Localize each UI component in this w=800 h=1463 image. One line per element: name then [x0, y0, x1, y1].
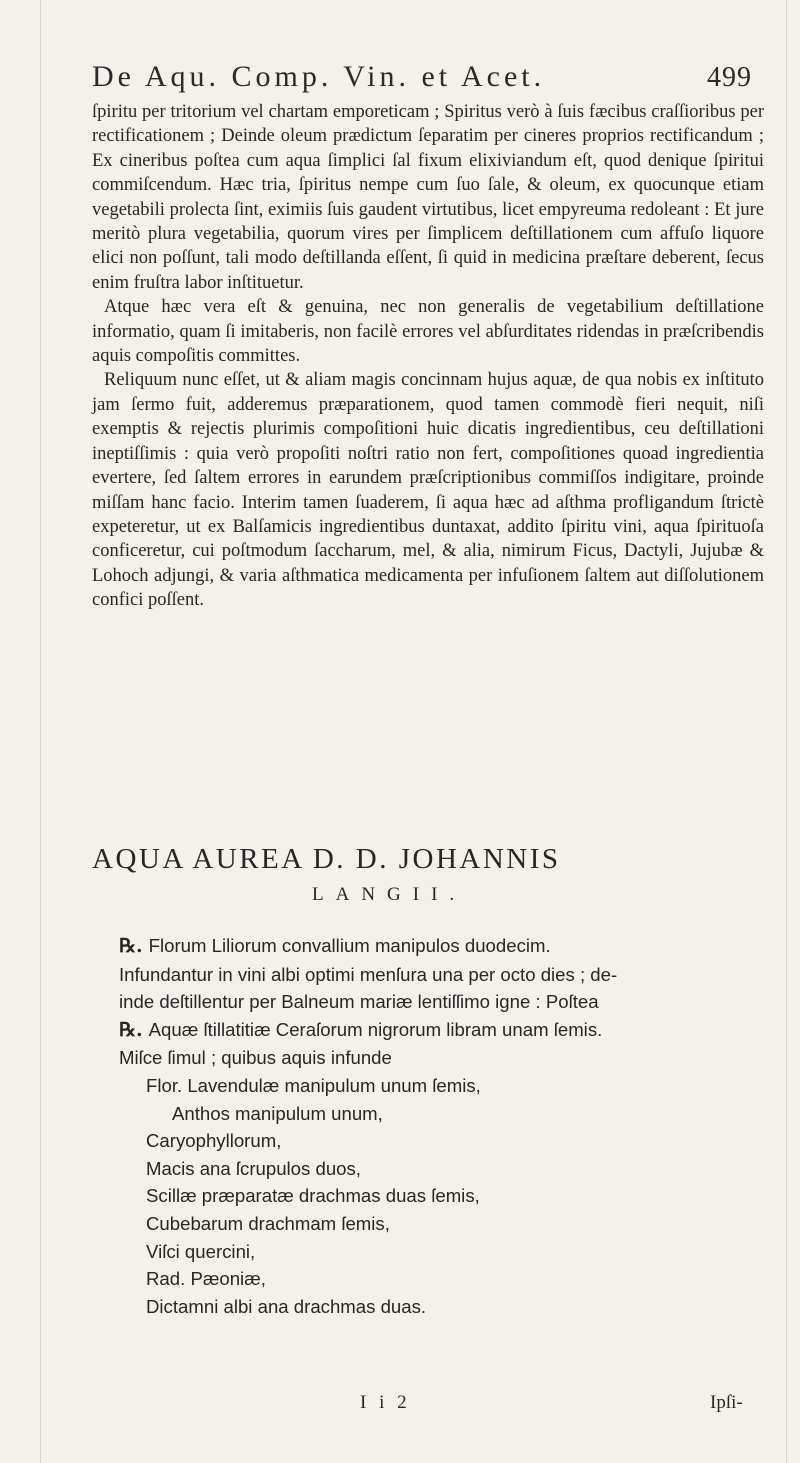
- signature-mark: I i 2: [360, 1392, 411, 1413]
- ingredient-line: Macis ana ſcrupulos duos,: [146, 1157, 361, 1179]
- section-title: AQUA AUREA D. D. JOHANNIS: [92, 843, 561, 875]
- recipe-line: Miſce ſimul ; quibus aquis infunde: [119, 1047, 392, 1069]
- recipe-line: ℞. Florum Liliorum convallium manipulos duodecim.: [119, 935, 551, 957]
- ingredient-line: Flor. Lavendulæ manipulum unum ſemis,: [146, 1074, 481, 1096]
- ingredient-line: Dictamni albi ana drachmas duas.: [146, 1295, 427, 1317]
- recipe-line: ℞. Aquæ ſtillatitiæ Ceraſorum nigrorum libram unam ſemis.: [119, 1018, 603, 1041]
- page-edge-left: [40, 0, 41, 1463]
- running-title: De Aqu. Comp. Vin. et Acet.: [92, 60, 546, 93]
- ingredient-line: Caryophyllorum,: [146, 1130, 282, 1152]
- catchword: Ipſi-: [710, 1392, 743, 1413]
- ingredient-line: Cubebarum drachmam ſemis,: [146, 1212, 390, 1234]
- recipe-symbol: ℞.: [119, 935, 143, 957]
- body-text: [92, 100, 764, 613]
- recipe-line: Infundantur in vini albi optimi menſura una per octo dies ; de-: [119, 963, 618, 985]
- paragraph-3: Reliquum nunc eſſet, ut & aliam magis concinnam hujus aquæ, de qua nobis ex inſtituto jam ſermo fuit, adderemus præparationem, quod tamen commodè fieri nequit, niſi exemptis & rejectis plurimis compoſitioni huic dicatis ingredientibus, ceu deſtillationi ineptiſſimis : quia verò propoſiti noſtri ratio non fert, compoſitiones quoad ingredientia evertere, ſed ſaltem errores in earundem præſcriptionibus commiſſos indigitare, proinde miſſam hanc facio. Interim tamen ſuaderem, ſi aqua hæc ad aſthma profligandum ſtrictè expeteretur, ut ex Balſamicis ingredientibus duntaxat, addito ſpiritu vini, aqua ſpirituoſa conficeretur, cui poſtmodum ſaccharum, mel, & alia, nimirum Ficus, Dactyli, Jujubæ & Lohoch adjungi, & varia aſthmatica medicamenta per infuſionem ſaltem aut diſſolutionem confici poſſent.: [92, 370, 764, 611]
- paragraph-2: Atque hæc vera eſt & genuina, nec non generalis de vegetabilium deſtillatione informatio, quam ſi imitaberis, non facilè errores vel abſurditates ridendas in præſcribendis aquis compoſitis committes.: [92, 297, 764, 367]
- recipe-line: inde deſtillentur per Balneum mariæ lentiſſimo igne : Poſtea: [119, 991, 599, 1013]
- page-edge-right: [786, 0, 787, 1463]
- section-subtitle: LANGII.: [312, 884, 467, 905]
- running-head: [92, 60, 752, 94]
- recipe-symbol: ℞.: [119, 1018, 143, 1041]
- recipe: [92, 932, 764, 1320]
- page-number: 499: [707, 62, 752, 93]
- ingredient-line: Anthos manipulum unum,: [172, 1102, 383, 1124]
- ingredient-line: Rad. Pæoniæ,: [146, 1268, 266, 1290]
- ingredient-line: Scillæ præparatæ drachmas duas ſemis,: [146, 1185, 480, 1207]
- ingredient-line: Viſci quercini,: [146, 1240, 256, 1262]
- paragraph-1: ſpiritu per tritorium vel chartam emporeticam ; Spiritus verò à ſuis fæcibus craſſioribus per rectificationem ; Deinde oleum prædictum ſeparatim per cineres proprios rectificandum ; Ex cineribus poſtea cum aqua ſimplici ſal fixum elixiviandum eſt, quod denique ſpiritui commiſcendum. Hæc tria, ſpiritus nempe cum ſuo ſale, & oleum, ex quocunque etiam vegetabili prolecta ſint, eximiis ſuis gaudent virtutibus, licet empyreuma redoleant : Et jure meritò plura vegetabilia, quorum vires per ſimplicem deſtillationem cum affuſo liquore elici non poſſunt, tali modo deſtillanda eſſent, ſi quid in medicina præſtare deberent, ſecus enim fruſtra labor inſtituetur.: [92, 102, 764, 293]
